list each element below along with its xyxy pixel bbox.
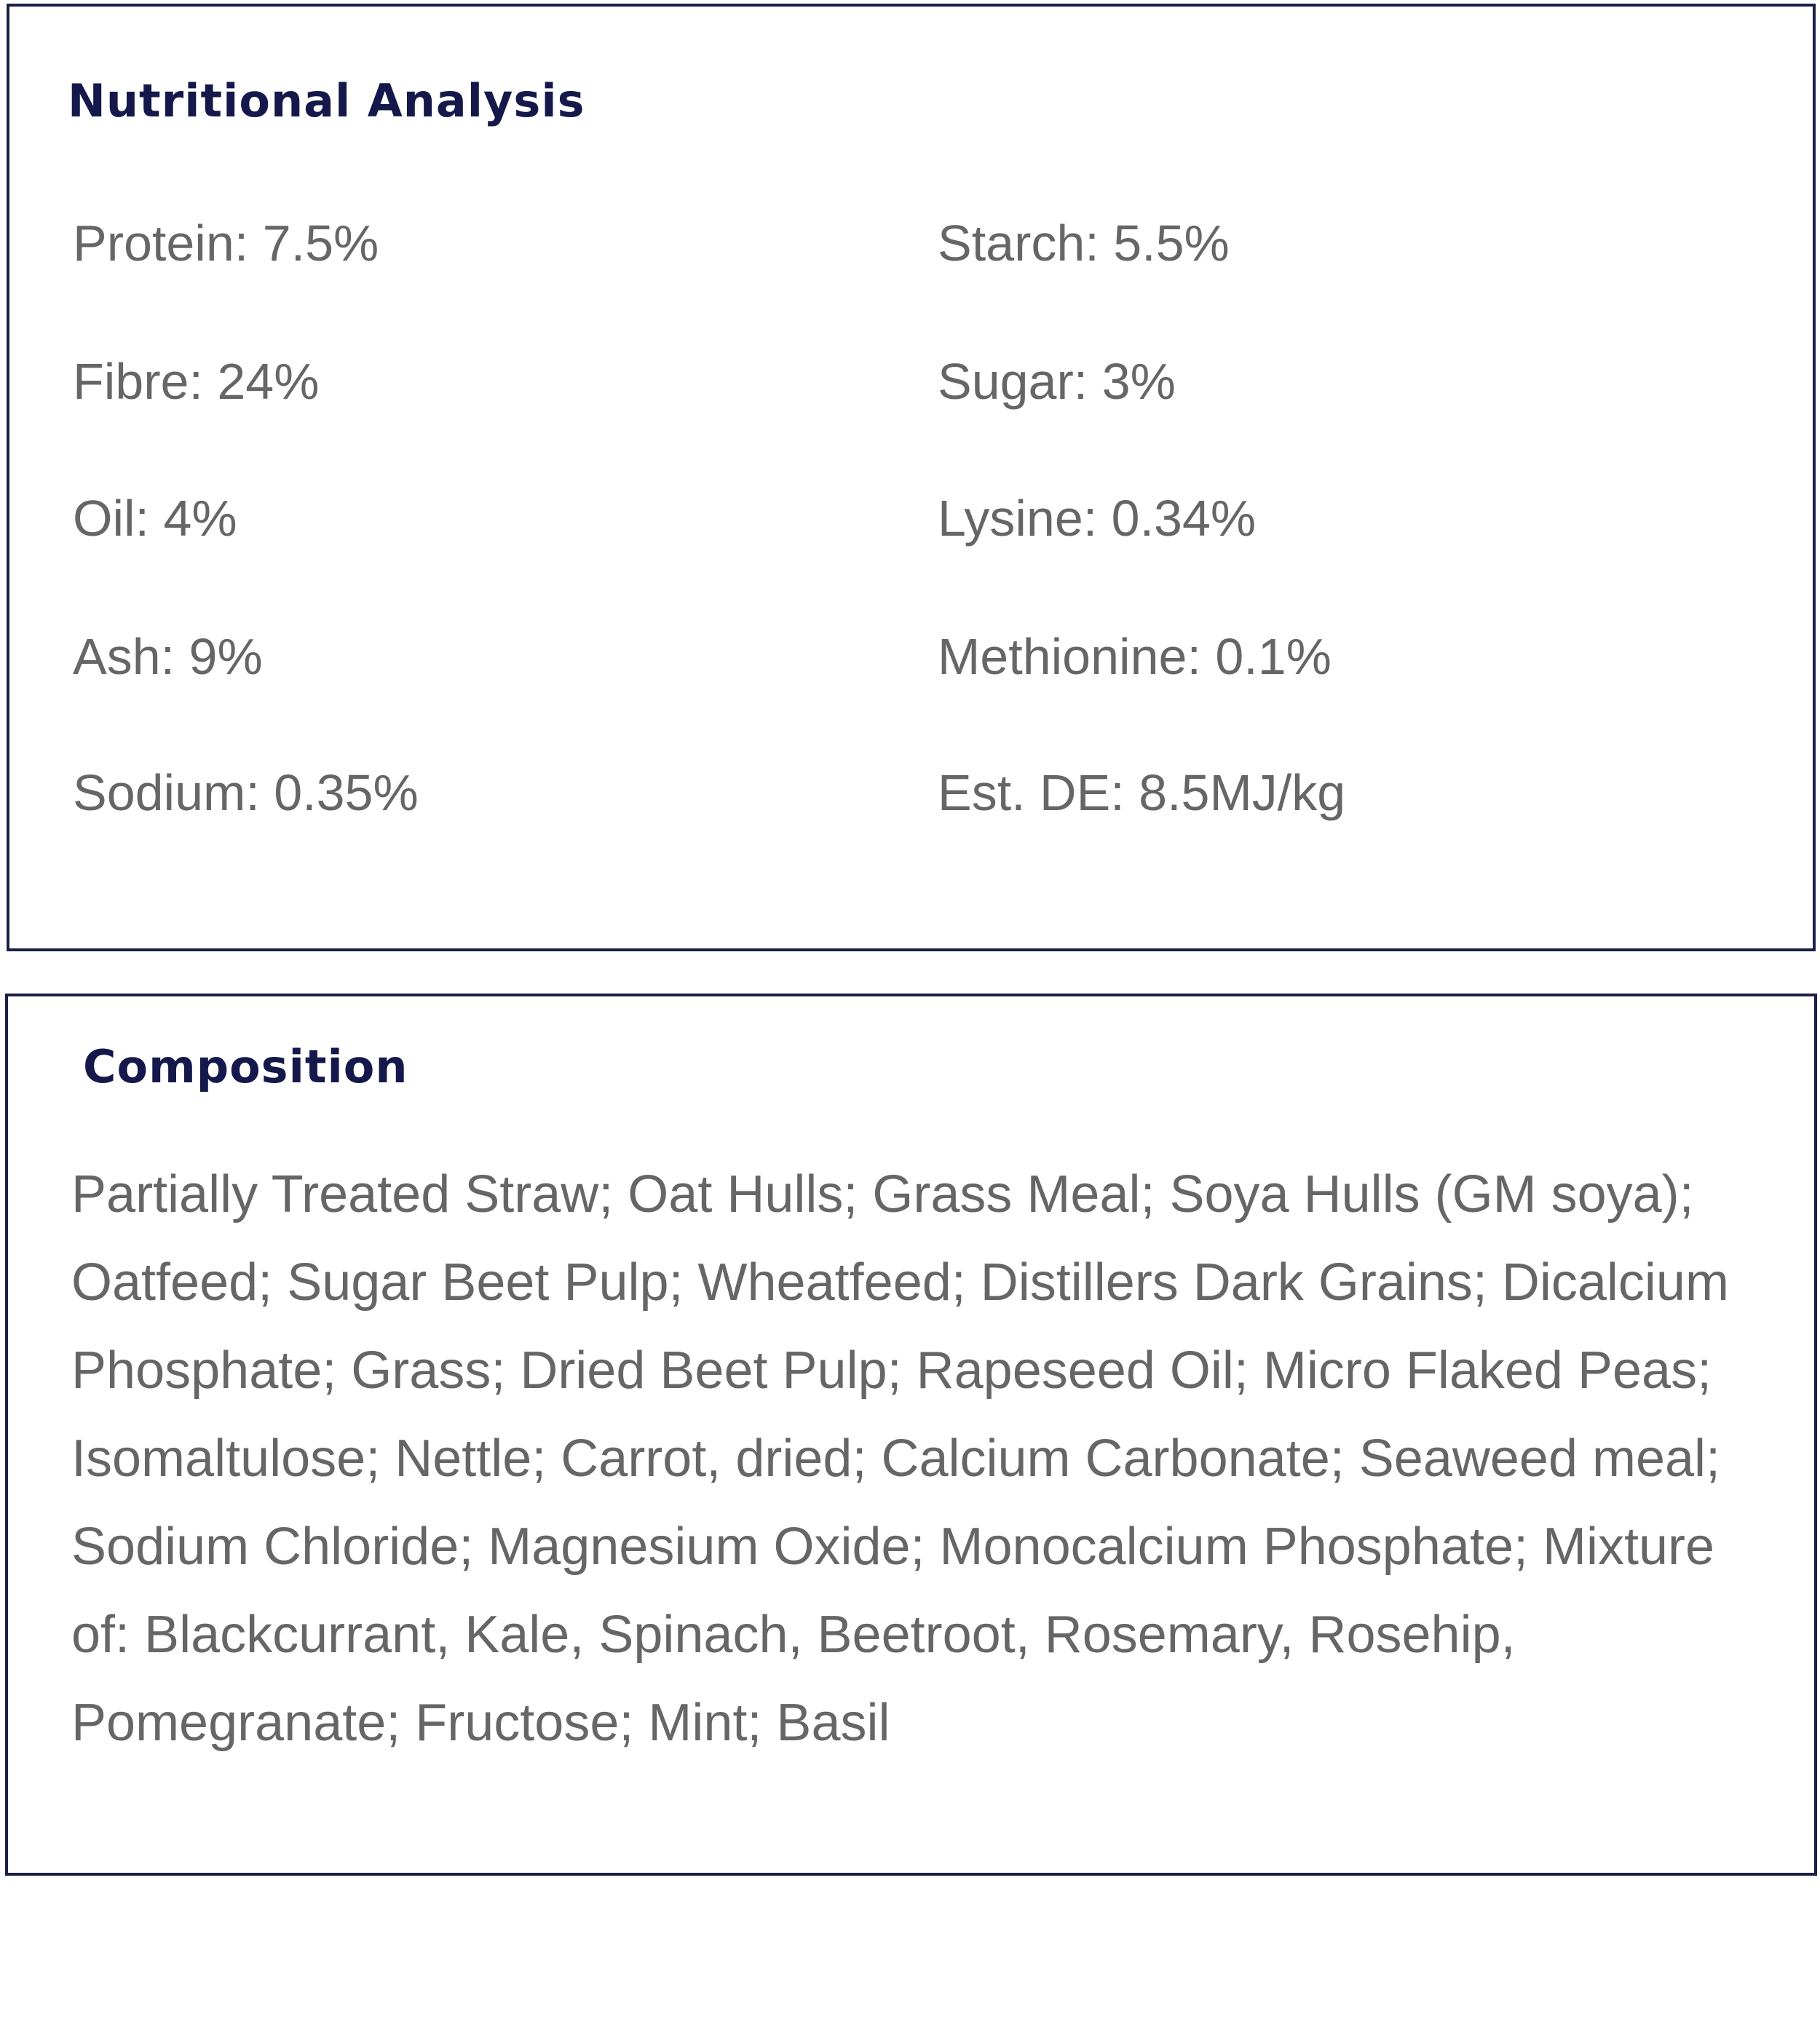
- nutrient-oil: Oil: 4%: [73, 490, 237, 547]
- composition-ingredients-text: Partially Treated Straw; Oat Hulls; Grass Meal; Soya Hulls (GM soya); Oatfeed; Sugar Beet Pulp; Wheatfeed; Distillers Dark Grains; Dicalcium Phosphate; Grass; Dried Beet Pulp; Rapeseed Oil; Micro Flaked Peas; Isomaltulose; Nettle; Carrot, dried; Calcium Carbonate; Seaweed meal; Sodium Chloride; Magnesium Oxide; Monocalcium Phosphate; Mixture of: Blackcurrant, Kale, Spinach, Beetroot, Rosemary, Rosehip, Pomegranate; Fructose; Mint; Basil: [71, 1165, 1729, 1752]
- nutritional-analysis-title: Nutritional Analysis: [68, 74, 585, 127]
- nutrient-methionine: Methionine: 0.1%: [938, 628, 1332, 685]
- nutrient-fibre: Fibre: 24%: [73, 353, 320, 410]
- composition-panel: [5, 994, 1817, 1876]
- nutrient-starch: Starch: 5.5%: [938, 215, 1230, 271]
- nutrient-sodium: Sodium: 0.35%: [73, 764, 419, 821]
- nutrient-ash: Ash: 9%: [73, 628, 263, 685]
- composition-title: Composition: [83, 1040, 408, 1093]
- nutrient-protein: Protein: 7.5%: [73, 215, 379, 271]
- nutritional-analysis-panel: [7, 4, 1816, 951]
- nutrient-sugar: Sugar: 3%: [938, 353, 1176, 410]
- nutrient-lysine: Lysine: 0.34%: [938, 490, 1257, 547]
- nutrient-est-de: Est. DE: 8.5MJ/kg: [938, 764, 1346, 821]
